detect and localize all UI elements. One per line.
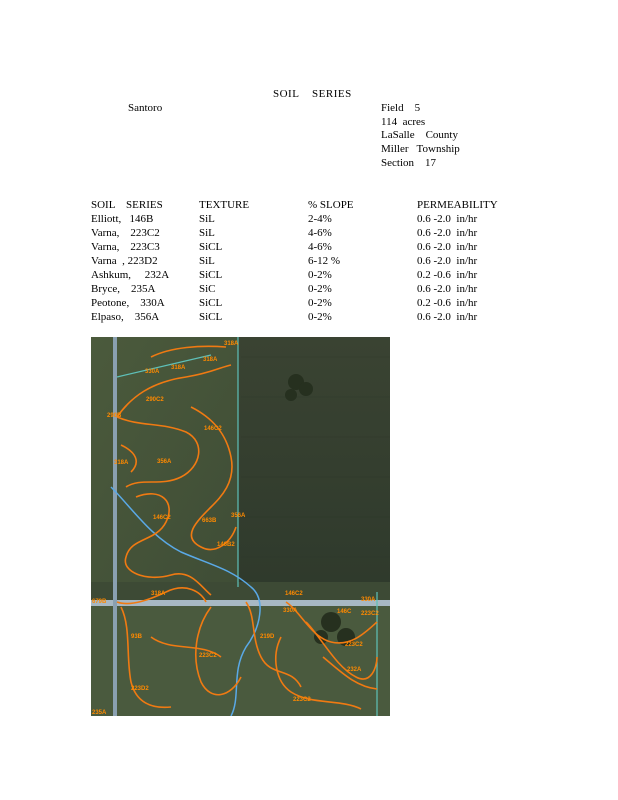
soil-series-cell: Peotone, 330A [91, 297, 165, 309]
slope-cell: 0-2% [308, 311, 332, 323]
slope-cell: 0-2% [308, 269, 332, 281]
permeability-cell: 0.6 -2.0 in/hr [417, 227, 478, 239]
slope-cell: 6-12 % [308, 255, 341, 267]
map-label: 223C2 [199, 653, 217, 659]
soil-series-table [91, 198, 527, 324]
texture-cell: SiL [199, 255, 215, 267]
column-header: SOIL SERIES [91, 199, 163, 211]
map-label: 146B2 [217, 542, 235, 548]
map-label: 232A [347, 667, 362, 673]
table-header-row [91, 198, 527, 212]
slope-cell: 4-6% [308, 241, 332, 253]
texture-cell: SiCL [199, 297, 223, 309]
field-acres: 114 acres [381, 116, 426, 128]
map-label: 146C2 [153, 515, 171, 521]
section-number: Section 17 [381, 157, 436, 169]
permeability-cell: 0.6 -2.0 in/hr [417, 311, 478, 323]
map-label: 223C2 [345, 642, 363, 648]
slope-cell: 2-4% [308, 213, 332, 225]
permeability-cell: 0.6 -2.0 in/hr [417, 283, 478, 295]
permeability-cell: 0.6 -2.0 in/hr [417, 241, 478, 253]
slope-cell: 0-2% [308, 283, 332, 295]
table-row [91, 268, 527, 282]
map-label: 223C2 [293, 697, 311, 703]
table-row [91, 282, 527, 296]
texture-cell: SiL [199, 227, 215, 239]
texture-cell: SiCL [199, 311, 223, 323]
table-row [91, 226, 527, 240]
map-label: 356A [231, 513, 246, 519]
slope-cell: 0-2% [308, 297, 332, 309]
field-east [238, 337, 390, 582]
county-name: LaSalle County [381, 129, 458, 141]
soil-series-cell: Bryce, 235A [91, 283, 156, 295]
field-number: Field 5 [381, 102, 421, 114]
map-label: 318A [224, 341, 239, 347]
map-label: 318A [203, 357, 218, 363]
table-row [91, 254, 527, 268]
owner-name: Santoro [128, 102, 163, 114]
map-label: 663B [202, 518, 217, 524]
table-row [91, 240, 527, 254]
texture-cell: SiCL [199, 269, 223, 281]
table-row [91, 310, 527, 324]
texture-cell: SiL [199, 213, 215, 225]
soil-series-cell: Ashkum, 232A [91, 269, 170, 281]
soil-series-cell: Varna, 223C2 [91, 227, 160, 239]
column-header: PERMEABILITY [417, 199, 498, 211]
road-vertical [113, 337, 117, 716]
soil-map-svg [91, 337, 390, 716]
texture-cell: SiC [199, 283, 216, 295]
map-label: 356A [157, 459, 172, 465]
map-label: 330A [283, 608, 298, 614]
map-label: 318A [151, 591, 166, 597]
map-label: 318A [171, 365, 186, 371]
map-label: 93B [131, 634, 143, 640]
soil-map [91, 337, 390, 716]
soil-series-cell: Elliott, 146B [91, 213, 154, 225]
soil-series-cell: Varna, 223C3 [91, 241, 160, 253]
township-name: Miller Township [381, 143, 460, 155]
map-label: 290C2 [146, 397, 164, 403]
map-label: 318A [114, 460, 129, 466]
map-label: 219D [260, 634, 275, 640]
soil-series-cell: Elpaso, 356A [91, 311, 160, 323]
slope-cell: 4-6% [308, 227, 332, 239]
map-label: 679B [92, 599, 107, 605]
page-title: SOIL SERIES [273, 88, 352, 100]
column-header: TEXTURE [199, 199, 250, 211]
map-label: 223C2 [361, 611, 379, 617]
map-label: 223D2 [131, 686, 149, 692]
table-row [91, 296, 527, 310]
texture-cell: SiCL [199, 241, 223, 253]
map-label: 146C [337, 609, 352, 615]
permeability-cell: 0.2 -0.6 in/hr [417, 297, 478, 309]
map-label: 235A [92, 710, 107, 716]
map-label: 330A [145, 369, 160, 375]
permeability-cell: 0.6 -2.0 in/hr [417, 213, 478, 225]
column-header: % SLOPE [308, 199, 354, 211]
table-row [91, 212, 527, 226]
permeability-cell: 0.6 -2.0 in/hr [417, 255, 478, 267]
soil-series-cell: Varna , 223D2 [91, 255, 158, 267]
map-label: 330A [361, 597, 376, 603]
map-label: 146C2 [204, 426, 222, 432]
permeability-cell: 0.2 -0.6 in/hr [417, 269, 478, 281]
map-label: 290B [107, 413, 122, 419]
map-label: 146C2 [285, 591, 303, 597]
